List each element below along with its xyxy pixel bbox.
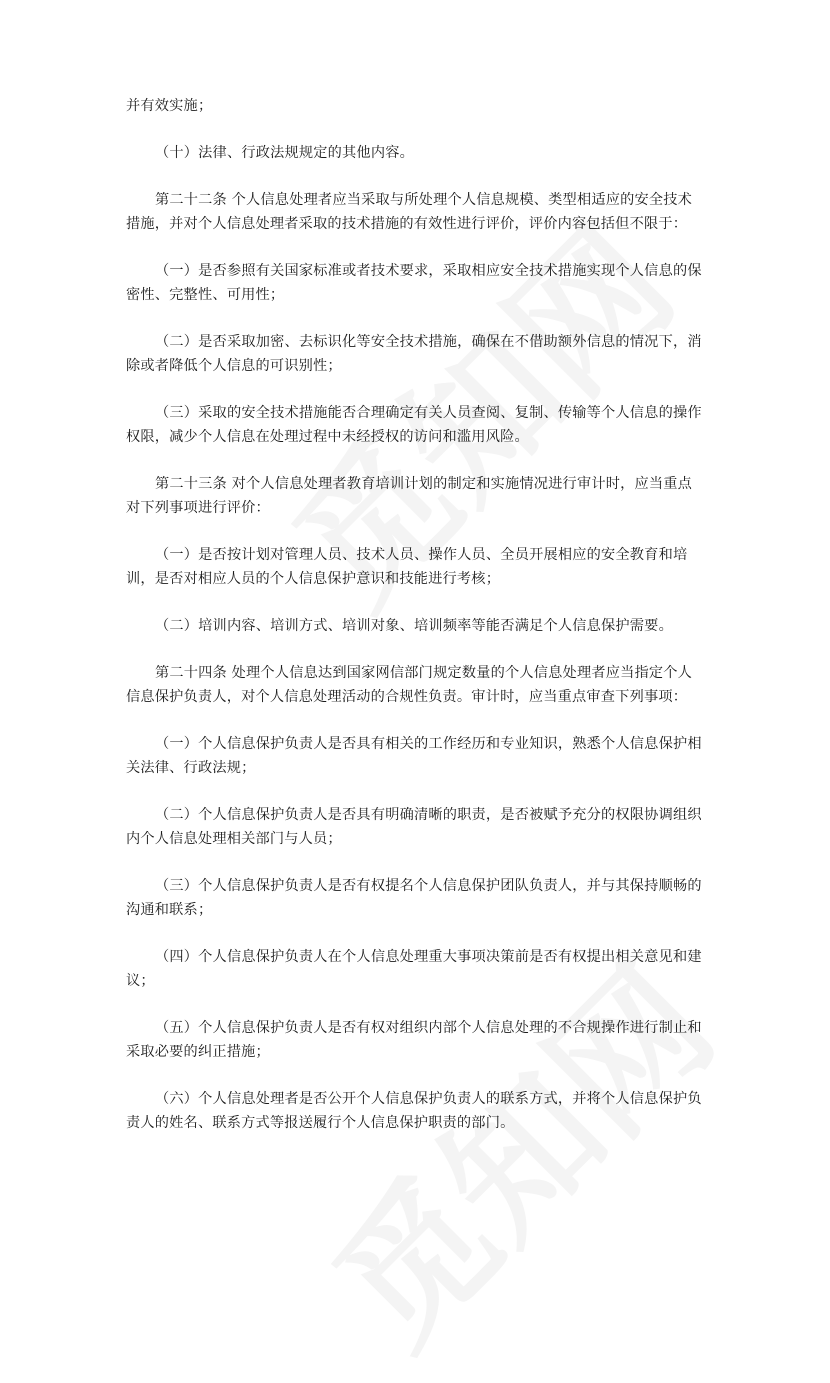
article-24: 第二十四条 处理个人信息达到国家网信部门规定数量的个人信息处理者应当指定个人信息保护负责人，对个人信息处理活动的合规性负责。审计时，应当重点审查下列事项： <box>126 665 693 705</box>
paragraph: （一）个人信息保护负责人是否具有相关的工作经历和专业知识，熟悉个人信息保护相关法律、行政法规； <box>126 736 702 776</box>
paragraph: （一）是否按计划对管理人员、技术人员、操作人员、全员开展相应的安全教育和培训，是否对相应人员的个人信息保护意识和技能进行考核； <box>126 547 688 587</box>
paragraph: （十）法律、行政法规规定的其他内容。 <box>155 145 414 161</box>
paragraph: （三）个人信息保护负责人是否有权提名个人信息保护团队负责人，并与其保持顺畅的沟通和联系； <box>126 878 702 918</box>
paragraph: （五）个人信息保护负责人是否有权对组织内部个人信息处理的不合规操作进行制止和采取必要的纠正措施； <box>126 1020 702 1060</box>
article-22: 第二十二条 个人信息处理者应当采取与所处理个人信息规模、类型相适应的安全技术措施，并对个人信息处理者采取的技术措施的有效性进行评价，评价内容包括但不限于： <box>126 192 693 232</box>
paragraph: （二）培训内容、培训方式、培训对象、培训频率等能否满足个人信息保护需要。 <box>155 618 673 634</box>
paragraph: （四）个人信息保护负责人在个人信息处理重大事项决策前是否有权提出相关意见和建议； <box>126 949 702 989</box>
paragraph: 并有效实施； <box>126 98 213 114</box>
paragraph: （一）是否参照有关国家标准或者技术要求，采取相应安全技术措施实现个人信息的保密性、完整性、可用性； <box>126 263 702 303</box>
article-23: 第二十三条 对个人信息处理者教育培训计划的制定和实施情况进行审计时，应当重点对下列事项进行评价： <box>126 476 693 516</box>
paragraph: （三）采取的安全技术措施能否合理确定有关人员查阅、复制、传输等个人信息的操作权限，减少个人信息在处理过程中未经授权的访问和滥用风险。 <box>126 405 702 445</box>
paragraph: （六）个人信息处理者是否公开个人信息保护负责人的联系方式，并将个人信息保护负责人的姓名、联系方式等报送履行个人信息保护职责的部门。 <box>126 1091 702 1131</box>
paragraph: （二）是否采取加密、去标识化等安全技术措施，确保在不借助额外信息的情况下，消除或者降低个人信息的可识别性； <box>126 334 702 374</box>
paragraph: （二）个人信息保护负责人是否具有明确清晰的职责，是否被赋予充分的权限协调组织内个人信息处理相关部门与人员； <box>126 807 702 847</box>
document-body <box>126 94 706 1158</box>
